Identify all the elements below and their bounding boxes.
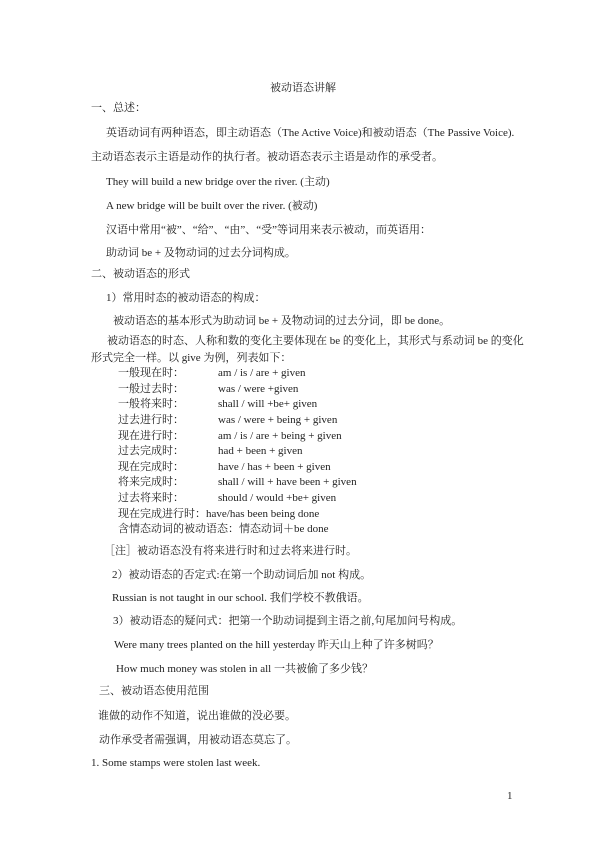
paragraph: 现在完成进行时：have/has been being done: [118, 508, 320, 520]
paragraph: 含情态动词的被动语态：情态动词＋be done: [118, 523, 329, 535]
paragraph: 助动词 be + 及物动词的过去分词构成。: [106, 247, 296, 259]
section-heading-1: 一、总述：: [91, 102, 146, 114]
rule: 谁做的动作不知道，说出谁做的没必要。: [98, 710, 296, 722]
tense-form: should / would +be+ given: [218, 492, 337, 504]
tense-form: am / is / are + given: [218, 367, 306, 379]
tense-label: 将来完成时：: [118, 476, 184, 488]
tense-form: was / were +given: [218, 383, 299, 395]
example-question: Were many trees planted on the hill yesterday 昨天山上种了许多树吗？: [114, 639, 439, 651]
tense-form: have / has + been + given: [218, 461, 331, 473]
example-passive: A new bridge will be built over the river. (被动): [106, 200, 318, 212]
paragraph: 英语动词有两种语态，即主动语态（The Active Voice)和被动语态（The Passive Voice).: [106, 127, 515, 139]
tense-form: am / is / are + being + given: [218, 430, 342, 442]
tense-label: 现在完成时：: [118, 461, 184, 473]
example-active: They will build a new bridge over the river. (主动): [106, 176, 330, 188]
paragraph: 主动语态表示主语是动作的执行者。被动语态表示主语是动作的承受者。: [91, 151, 443, 163]
tense-label: 一般现在时：: [118, 367, 184, 379]
note: ［注］被动语态没有将来进行时和过去将来进行时。: [104, 545, 357, 557]
section-heading-2: 二、被动语态的形式: [91, 268, 190, 280]
paragraph: 被动语态的时态、人称和数的变化主要体现在 be 的变化上，其形式与系动词 be 的变化: [107, 335, 524, 347]
subheading: 2）被动语态的否定式:在第一个助动词后加 not 构成。: [112, 569, 372, 581]
tense-form: was / were + being + given: [218, 414, 338, 426]
tense-label: 过去将来时：: [118, 492, 184, 504]
example-question: How much money was stolen in all 一共被偷了多少钱？: [116, 663, 373, 675]
page-number: 1: [507, 790, 513, 802]
tense-label: 过去进行时：: [118, 414, 184, 426]
tense-form: shall / will +be+ given: [218, 398, 318, 410]
tense-label: 过去完成时：: [118, 445, 184, 457]
page-title: 被动语态讲解: [270, 82, 336, 94]
tense-label: 一般过去时：: [118, 383, 184, 395]
subheading: 3）被动语态的疑问式：把第一个助动词提到主语之前,句尾加问号构成。: [113, 615, 463, 627]
tense-label: 一般将来时：: [118, 398, 184, 410]
tense-form: shall / will + have been + given: [218, 476, 357, 488]
paragraph: 被动语态的基本形式为助动词 be + 及物动词的过去分词，即 be done。: [113, 315, 451, 327]
paragraph: 形式完全一样。以 give 为例，列表如下：: [91, 352, 292, 364]
tense-label: 现在进行时：: [118, 430, 184, 442]
example: 1. Some stamps were stolen last week.: [91, 757, 261, 769]
example-negative: Russian is not taught in our school. 我们学校不教俄语。: [112, 592, 369, 604]
tense-form: had + been + given: [218, 445, 303, 457]
section-heading-3: 三、被动语态使用范围: [99, 685, 209, 697]
subheading: 1）常用时态的被动语态的构成：: [106, 292, 266, 304]
paragraph: 汉语中常用“被”、“给”、“由”、“受”等词用来表示被动，而英语用：: [106, 224, 432, 236]
rule: 动作承受者需强调，用被动语态莫忘了。: [99, 734, 297, 746]
